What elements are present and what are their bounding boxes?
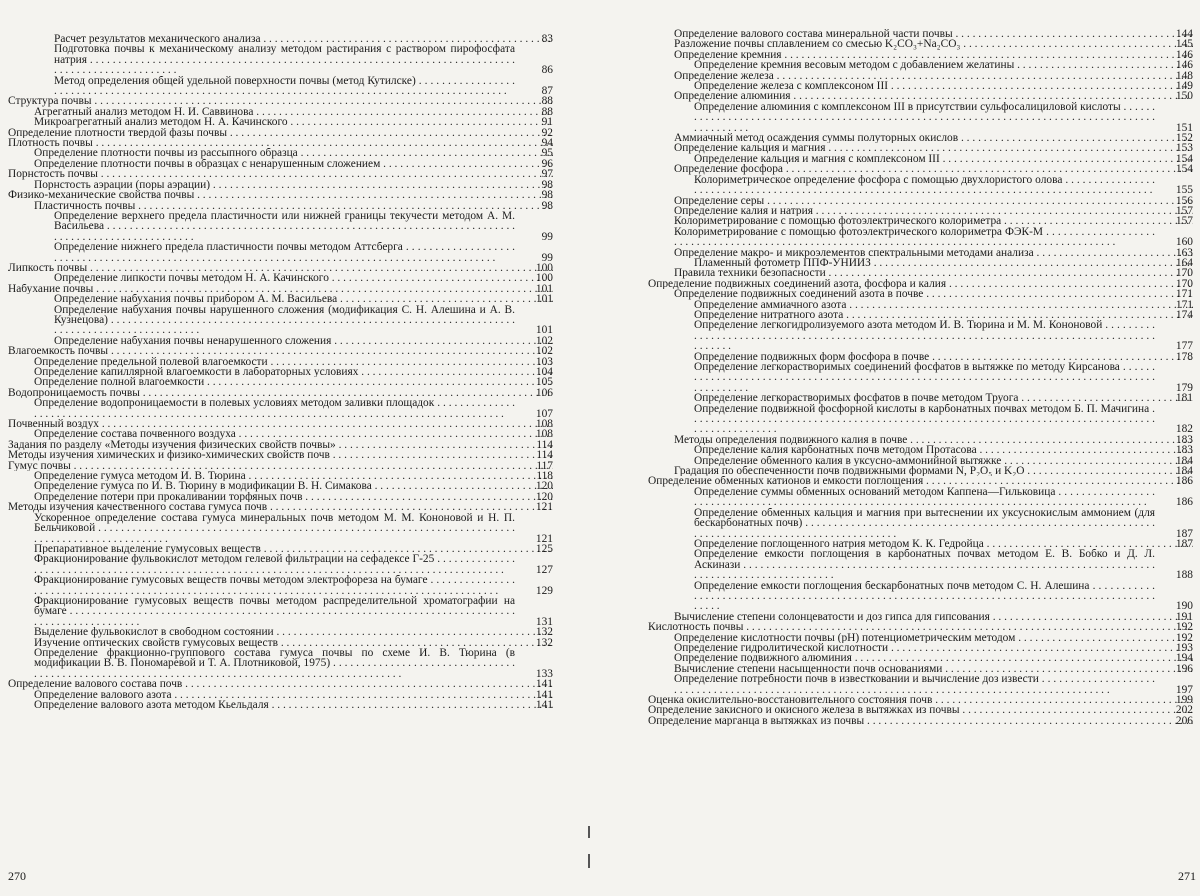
toc-entry (648, 456, 1193, 466)
toc-entry-page: 148 (1175, 70, 1193, 82)
page-number-right: 271 (1178, 869, 1196, 883)
toc-entry-page: 170 (1175, 268, 1193, 279)
toc-entry (648, 320, 1193, 351)
toc-entry (648, 549, 1193, 580)
toc-entry-page: 184 (1175, 455, 1193, 467)
toc-entry-page: 150 (1175, 91, 1193, 102)
toc-entry (648, 300, 1193, 310)
toc-entry-title: Определение полной влагоемкости . . . (34, 377, 553, 387)
toc-entry (8, 128, 553, 138)
toc-entry-page: 192 (1175, 632, 1193, 643)
toc-entry (8, 690, 553, 700)
toc-entry-title: Определение капиллярной влагоемкости в лабораторных условиях . . . (34, 367, 553, 377)
toc-entry-page: 197 (1175, 683, 1193, 695)
toc-entry-page: 155 (1175, 184, 1193, 196)
toc-entry-title: Водопроницаемость почвы . . . (8, 388, 553, 398)
toc-entry-page: 202 (1175, 705, 1193, 716)
toc-entry-page: 108 (535, 429, 553, 440)
toc-entry-page: 188 (1175, 569, 1193, 581)
toc-entry-title: Определение состава почвенного воздуха . . . (34, 429, 553, 439)
toc-entry-page: 121 (535, 532, 553, 544)
toc-entry-page: 190 (1175, 600, 1193, 612)
toc-entry-title: Определение обменных кальция и магния при вытеснении их уксуснокислым аммонием (для бескарбонатных почв) . . . (694, 508, 1155, 539)
toc-entry (8, 294, 553, 304)
toc-entry-title: Пластичность почвы . . . (34, 201, 553, 211)
toc-entry-title: Гумус почвы . . . (8, 461, 553, 471)
toc-entry-page: 192 (1175, 622, 1193, 633)
toc-entry-page: 170 (1175, 278, 1193, 290)
toc-entry-page: 121 (535, 502, 553, 513)
toc-entry-title: Определение подвижных соединений азота, фосфора и калия . . . (648, 279, 1193, 289)
toc-entry (648, 633, 1193, 643)
toc-entry (648, 643, 1193, 653)
toc-entry-title: Определение подвижных форм фосфора в почве . . . (694, 352, 1193, 362)
toc-entry (648, 310, 1193, 320)
toc-entry-title: Определение обменного калия в уксусно-аммонийной вытяжке . . . (694, 456, 1193, 466)
toc-entry-title: Определение кальция и магния с комплексоном III . . . (694, 154, 1193, 164)
toc-entry (8, 398, 553, 419)
toc-entry-title: Методы определения подвижного калия в почве . . . (674, 435, 1193, 445)
toc-entry (648, 487, 1193, 508)
toc-entry-title: Определение суммы обменных оснований методом Каппена—Гильковица . . . (694, 487, 1155, 508)
toc-entry-page: 171 (1175, 289, 1193, 300)
toc-entry (648, 612, 1193, 622)
toc-entry-page: 117 (536, 460, 553, 472)
toc-entry (8, 346, 553, 356)
toc-entry-title: Кислотность почвы . . . (648, 622, 1193, 632)
toc-entry-title: Плотность почвы . . . (8, 138, 553, 148)
toc-entry-title: Вычисление степени солонцеватости и доз гипса для гипсования . . . (674, 612, 1193, 622)
toc-entry-title: Определение фосфора . . . (674, 164, 1193, 174)
toc-entry-page: 100 (535, 262, 553, 274)
toc-entry-page: 101 (535, 324, 553, 336)
toc-entry-title: Расчет результатов механического анализа . . . (54, 34, 553, 44)
toc-entry-page: 174 (1175, 309, 1193, 321)
toc-entry (8, 273, 553, 283)
toc-entry (8, 169, 553, 179)
toc-entry-title: Метод определения общей удельной поверхности почвы (метод Кутилске) . . . (54, 76, 515, 97)
toc-entry-page: 118 (536, 471, 553, 482)
toc-entry-title: Агрегатный анализ методом Н. И. Саввинова . . . (34, 107, 553, 117)
toc-entry-title: Определение легкогидролизуемого азота методом И. В. Тюрина и М. М. Кононовой . . . (694, 320, 1155, 351)
toc-entry (648, 653, 1193, 663)
toc-entry (8, 44, 553, 75)
toc-entry-page: 99 (541, 230, 553, 243)
toc-entry-title: Определение фракционно-группового состава гумуса почвы по схеме И. В. Тюрина (в модификации В. В. Пономаревой и Т. А. Плотниковой, 1975) . . . (34, 648, 515, 679)
toc-entry-title: Оценка окислительно-восстановительного состояния почв . . . (648, 695, 1193, 705)
toc-entry-title: Определение гидролитической кислотности . . . (674, 643, 1193, 653)
toc-entry-title: Препаративное выделение гумусовых веществ . . . (34, 544, 553, 554)
toc-entry (648, 508, 1193, 539)
toc-entry-page: 177 (1175, 340, 1193, 352)
toc-entry-page: 151 (1175, 121, 1193, 134)
toc-entry-page: 108 (535, 419, 553, 430)
toc-entry-page: 186 (1175, 476, 1193, 487)
toc-entry-title: Определение подвижного алюминия . . . (674, 653, 1193, 663)
toc-entry (8, 263, 553, 273)
toc-entry (8, 211, 553, 242)
toc-entry-title: Подготовка почвы к механическому анализу методом растирания с раствором пирофосфата натрия . . . (54, 44, 515, 75)
toc-entry (648, 289, 1193, 299)
toc-entry-page: 127 (535, 563, 553, 576)
toc-entry (648, 143, 1193, 153)
toc-entry-page: 178 (1175, 351, 1193, 362)
toc-entry (648, 622, 1193, 632)
toc-entry-title: Определение алюминия с комплексоном III в присутствии сульфосалициловой кислоты . . . (694, 102, 1155, 133)
toc-entry (8, 471, 553, 481)
toc-entry (8, 627, 553, 637)
toc-entry-page: 146 (1175, 60, 1193, 71)
toc-entry-title: Определение нижнего предела пластичности почвы методом Аттсберга . . . (54, 242, 515, 263)
toc-entry (8, 419, 553, 429)
toc-entry (648, 196, 1193, 206)
toc-entry-page: 194 (1175, 653, 1193, 664)
toc-entry-page: 87 (541, 85, 553, 97)
toc-entry (8, 481, 553, 491)
toc-entry-title: Определение водопроницаемости в полевых условиях методом заливки площадок . . . (34, 398, 515, 419)
toc-entry-title: Физико-механические свойства почвы . . . (8, 190, 553, 200)
toc-entry-title: Определение плотности почвы в образцах с ненарушенным сложением . . . (34, 159, 553, 169)
toc-entry-page: 103 (535, 356, 553, 367)
toc-entry-page: 149 (1175, 81, 1193, 92)
toc-entry-page: 120 (535, 481, 553, 492)
toc-entry (8, 679, 553, 689)
toc-entry-title: Определение железа . . . (674, 71, 1193, 81)
toc-entry (648, 445, 1193, 455)
toc-entry (648, 206, 1193, 216)
toc-entry-page: 152 (1175, 133, 1193, 144)
toc-entry (648, 164, 1193, 174)
toc-entry-page: 94 (541, 138, 553, 149)
toc-entry-title: Определение валового азота . . . (34, 690, 553, 700)
toc-entry (8, 357, 553, 367)
toc-entry (648, 268, 1193, 278)
toc-entry-page: 146 (1175, 49, 1193, 61)
toc-entry-page: 183 (1175, 445, 1193, 456)
toc-entry (648, 258, 1193, 268)
toc-entry-title: Определение гумуса методом И. В. Тюрина . . . (34, 471, 553, 481)
toc-entry (648, 216, 1193, 226)
toc-entry-title: Порнстость почвы . . . (8, 169, 553, 179)
toc-entry-page: 153 (1175, 143, 1193, 154)
toc-entry-page: 179 (1175, 381, 1193, 394)
toc-entry (648, 716, 1193, 726)
toc-entry-page: 132 (535, 627, 553, 638)
toc-entry-title: Определение потери при прокаливании торфяных почв . . . (34, 492, 553, 502)
toc-entry-page: 199 (1175, 695, 1193, 706)
toc-entry-page: 141 (535, 679, 553, 690)
toc-entry-title: Определение емкости поглощения бескарбонатных почв методом С. Н. Алешина . . . (694, 581, 1155, 612)
toc-entry-page: 100 (535, 273, 553, 284)
toc-entry-page: 120 (535, 491, 553, 503)
toc-entry (648, 695, 1193, 705)
toc-entry (8, 429, 553, 439)
toc-entry (8, 76, 553, 97)
toc-entry-title: Почвенный воздух . . . (8, 419, 553, 429)
toc-entry (648, 404, 1193, 435)
toc-entry-title: Колориметрирование с помощью фотоэлектрического колориметра ФЭК-М . . . (674, 227, 1155, 248)
toc-entry (648, 154, 1193, 164)
toc-entry-title: Определение гумуса по И. В. Тюрину в модификации В. Н. Симакова . . . (34, 481, 553, 491)
toc-entry-page: 171 (1175, 299, 1193, 310)
toc-entry-page: 157 (1175, 216, 1193, 227)
toc-entry (8, 201, 553, 211)
toc-entry (8, 284, 553, 294)
page-number-left: 270 (8, 869, 26, 883)
toc-entry (648, 435, 1193, 445)
toc-entry-page: 105 (535, 377, 553, 388)
toc-entry-title: Фракционирование фульвокислот методом гелевой фильтрации на сефадексе Г-25 . . . (34, 554, 515, 575)
toc-entry-title: Градация по обеспеченности почв подвижными формами N, P₂O₅ и K₂O . . . (674, 466, 1193, 476)
toc-entry-page: 206 (1175, 715, 1193, 727)
toc-entry-title: Определение емкости поглощения в карбонатных почвах методом Е. В. Бобко и Д. Л. Аскинази . . . (694, 549, 1155, 580)
toc-entry-title: Липкость почвы . . . (8, 263, 553, 273)
toc-entry-title: Определение кислотности почвы (pH) потенциометрическим методом . . . (674, 633, 1193, 643)
toc-entry (8, 648, 553, 679)
toc-entry (8, 440, 553, 450)
toc-entry (8, 96, 553, 106)
toc-entry-page: 98 (541, 179, 553, 191)
toc-entry (648, 102, 1193, 133)
toc-entry-title: Определение серы . . . (674, 196, 1193, 206)
toc-entry-title: Вычисление степени насыщенности почв основаниями . . . (674, 664, 1193, 674)
toc-entry-title: Аммиачный метод осаждения суммы полуторных окислов . . . (674, 133, 1193, 143)
toc-entry (648, 175, 1193, 196)
toc-entry-page: 102 (535, 335, 553, 347)
toc-entry-page: 133 (535, 667, 553, 680)
toc-entry-page: 88 (541, 96, 553, 107)
toc-entry (648, 29, 1193, 39)
toc-entry-title: Влагоемкость почвы . . . (8, 346, 553, 356)
toc-entry (8, 107, 553, 117)
toc-entry-page: 125 (535, 543, 553, 555)
toc-entry (648, 91, 1193, 101)
toc-entry (8, 305, 553, 336)
toc-entry (8, 117, 553, 127)
toc-entry-title: Определение набухания почвы нарушенного сложения (модификация С. Н. Алешина и А. В. Кузнецова) . . . (54, 305, 515, 336)
toc-entry-title: Разложение почвы сплавлением со смесью K₂CO₃+Na₂CO₃ . . . (674, 39, 1193, 49)
toc-entry-page: 183 (1175, 434, 1193, 446)
toc-left (8, 34, 553, 710)
toc-entry (648, 664, 1193, 674)
toc-entry-title: Определение аммиачного азота . . . (694, 300, 1193, 310)
toc-entry-title: Определение обменных катионов и емкости поглощения . . . (648, 476, 1193, 486)
toc-entry-page: 98 (541, 190, 553, 201)
toc-entry-title: Определение валового состава минеральной части почвы . . . (674, 29, 1193, 39)
toc-entry-title: Колориметрирование с помощью фотоэлектрического колориметра . . . (674, 216, 1193, 226)
toc-entry-page: 196 (1175, 663, 1193, 675)
toc-entry-page: 156 (1175, 195, 1193, 206)
toc-entry-page: 163 (1175, 247, 1193, 258)
toc-entry (8, 377, 553, 387)
toc-entry-page: 92 (541, 127, 553, 139)
toc-entry-title: Определение набухания почвы ненарушенного сложения . . . (54, 336, 553, 346)
toc-entry-page: 91 (541, 117, 553, 128)
toc-entry (648, 362, 1193, 393)
toc-entry (8, 596, 553, 627)
toc-entry-title: Методы изучения химических и физико-химических свойств почв . . . (8, 450, 553, 460)
toc-entry-page: 182 (1175, 423, 1193, 435)
toc-entry-title: Определение потребности почв в известковании и вычисление доз извести . . . (674, 674, 1155, 695)
toc-entry (8, 34, 553, 44)
toc-entry-page: 164 (1175, 257, 1193, 269)
toc-entry-page: 106 (535, 387, 553, 399)
toc-entry-title: Методы изучения качественного состава гумуса почв . . . (8, 502, 553, 512)
toc-entry-title: Определение набухания почвы прибором А. М. Васильева . . . (54, 294, 553, 304)
toc-entry-page: 96 (541, 158, 553, 170)
toc-entry-title: Фракционирование гумусовых веществ почвы методом электрофореза на бумаге . . . (34, 575, 515, 596)
toc-entry-page: 95 (541, 148, 553, 159)
toc-entry (8, 190, 553, 200)
toc-entry-page: 102 (535, 346, 553, 357)
toc-entry (648, 81, 1193, 91)
toc-entry (8, 502, 553, 512)
toc-entry (8, 575, 553, 596)
toc-entry-title: Определение легкорастворимых соединений фосфатов в вытяжке по методу Кирсанова . . . (694, 362, 1155, 393)
toc-entry (8, 242, 553, 263)
toc-entry-title: Определение валового азота методом Кьельдаля . . . (34, 700, 553, 710)
toc-entry-page: 144 (1175, 29, 1193, 40)
toc-entry-title: Определение предельной полевой влагоемкости . . . (34, 357, 553, 367)
toc-entry-title: Структура почвы . . . (8, 96, 553, 106)
toc-entry-title: Определение плотности твердой фазы почвы . . . (8, 128, 553, 138)
toc-entry-page: 193 (1175, 642, 1193, 654)
toc-entry (648, 705, 1193, 715)
toc-entry-page: 83 (541, 34, 553, 45)
toc-entry-title: Микроагрегатный анализ методом Н. А. Качинского . . . (34, 117, 553, 127)
toc-entry-title: Определение подвижных соединений азота в почве . . . (674, 289, 1193, 299)
toc-entry-title: Изучение оптических свойств гумусовых веществ . . . (34, 638, 553, 648)
toc-entry (648, 352, 1193, 362)
toc-entry-title: Ускоренное определение состава гумуса минеральных почв методом М. М. Кононовой и Н. П. Бельчиковой . . . (34, 513, 515, 544)
toc-entry-page: 145 (1175, 39, 1193, 50)
toc-entry-page: 184 (1175, 466, 1193, 477)
toc-entry-title: Определение липкости почвы методом Н. А. Качинского . . . (54, 273, 553, 283)
toc-entry (648, 539, 1193, 549)
toc-entry-title: Определение кремния весовым методом с добавлением желатины . . . (694, 60, 1193, 70)
toc-entry (8, 544, 553, 554)
toc-entry-title: Определение поглощенного натрия методом К. К. Гедройца . . . (694, 539, 1193, 549)
right-page (600, 0, 1200, 896)
toc-entry (648, 248, 1193, 258)
toc-entry-title: Правила техники безопасности . . . (674, 268, 1193, 278)
toc-entry (8, 638, 553, 648)
toc-entry-title: Определение железа с комплексоном III . . . (694, 81, 1193, 91)
toc-entry-page: 132 (535, 637, 553, 648)
toc-entry (648, 674, 1193, 695)
toc-entry (8, 336, 553, 346)
toc-right (648, 29, 1193, 726)
toc-entry-page: 97 (541, 169, 553, 180)
toc-entry (648, 50, 1193, 60)
toc-entry-title: Определение подвижной фосфорной кислоты в карбонатных почвах методом Б. П. Мачигина . . . (694, 404, 1155, 435)
toc-entry-page: 157 (1175, 205, 1193, 217)
toc-entry (8, 700, 553, 710)
toc-entry-page: 154 (1175, 153, 1193, 165)
toc-entry-title: Определение кремния . . . (674, 50, 1193, 60)
toc-entry-page: 129 (535, 584, 553, 596)
toc-entry (8, 450, 553, 460)
toc-entry-title: Порнстость аэрации (поры аэрации) . . . (34, 180, 553, 190)
toc-entry-page: 160 (1175, 236, 1193, 248)
toc-entry-page: 101 (535, 294, 553, 305)
toc-entry (648, 476, 1193, 486)
toc-entry-title: Определение калия карбонатных почв методом Протасова . . . (694, 445, 1193, 455)
toc-entry-page: 186 (1175, 496, 1193, 508)
toc-entry-page: 86 (541, 64, 553, 76)
toc-entry-title: Определение марганца в вытяжках из почвы . . . (648, 716, 1193, 726)
toc-entry-title: Определение валового состава почв . . . (8, 679, 553, 689)
toc-entry-title: Определение верхнего предела пластичности или нижней границы текучести методом А. М. Васильева . . . (54, 211, 515, 242)
toc-entry (648, 393, 1193, 403)
toc-entry-page: 154 (1175, 164, 1193, 175)
toc-entry-page: 131 (535, 615, 553, 628)
toc-entry-page: 99 (541, 251, 553, 263)
toc-entry (648, 466, 1193, 476)
toc-entry-title: Определение плотности почвы из рассыпного образца . . . (34, 148, 553, 158)
toc-entry-page: 104 (535, 367, 553, 378)
toc-entry-page: 141 (535, 700, 553, 711)
toc-entry-page: 114 (536, 439, 553, 451)
toc-entry-page: 107 (535, 407, 553, 420)
toc-entry (648, 581, 1193, 612)
toc-entry (648, 133, 1193, 143)
toc-entry-title: Определение закисного и окисного железа в вытяжках из почвы . . . (648, 705, 1193, 715)
toc-entry-page: 98 (541, 200, 553, 211)
toc-entry-page: 191 (1175, 611, 1193, 623)
toc-entry-page: 181 (1175, 393, 1193, 404)
toc-entry (648, 39, 1193, 49)
toc-entry-page: 141 (535, 689, 553, 700)
toc-entry-title: Определение алюминия . . . (674, 91, 1193, 101)
toc-entry-title: Определение макро- и микроэлементов спектральными методами анализа . . . (674, 248, 1193, 258)
toc-entry-page: 114 (536, 450, 553, 461)
toc-entry-title: Набухание почвы . . . (8, 284, 553, 294)
toc-entry-page: 101 (535, 283, 553, 295)
toc-entry (648, 279, 1193, 289)
toc-entry (8, 367, 553, 377)
toc-entry-title: Задания по разделу «Методы изучения физических свойств почвы» . . . (8, 440, 553, 450)
gutter-mark (588, 826, 590, 838)
toc-entry-title: Выделение фульвокислот в свободном состоянии . . . (34, 627, 553, 637)
toc-entry (648, 60, 1193, 70)
toc-entry-page: 88 (541, 106, 553, 118)
gutter-mark (588, 854, 590, 868)
toc-entry (8, 138, 553, 148)
toc-entry (8, 148, 553, 158)
toc-entry-title: Определение калия и натрия . . . (674, 206, 1193, 216)
toc-entry (648, 227, 1193, 248)
toc-entry (8, 492, 553, 502)
toc-entry-title: Пламенный фотометр ППФ-УНИИЗ . . . (694, 258, 1193, 268)
toc-entry-title: Колориметрическое определение фосфора с помощью двухлористого олова . . . (694, 175, 1155, 196)
toc-entry-title: Определение нитратного азота . . . (694, 310, 1193, 320)
toc-entry (8, 461, 553, 471)
toc-entry-page: 187 (1175, 538, 1193, 550)
toc-entry (8, 513, 553, 544)
toc-entry (8, 180, 553, 190)
toc-entry (8, 554, 553, 575)
toc-entry-title: Определение кальция и магния . . . (674, 143, 1193, 153)
toc-entry (8, 159, 553, 169)
toc-entry-title: Определение легкорастворимых фосфатов в почве методом Труога . . . (694, 393, 1193, 403)
toc-entry-title: Фракционирование гумусовых веществ почвы методом распределительной хроматографии на бумаге . . . (34, 596, 515, 627)
toc-entry (8, 388, 553, 398)
toc-entry-page: 187 (1175, 527, 1193, 539)
toc-entry (648, 71, 1193, 81)
